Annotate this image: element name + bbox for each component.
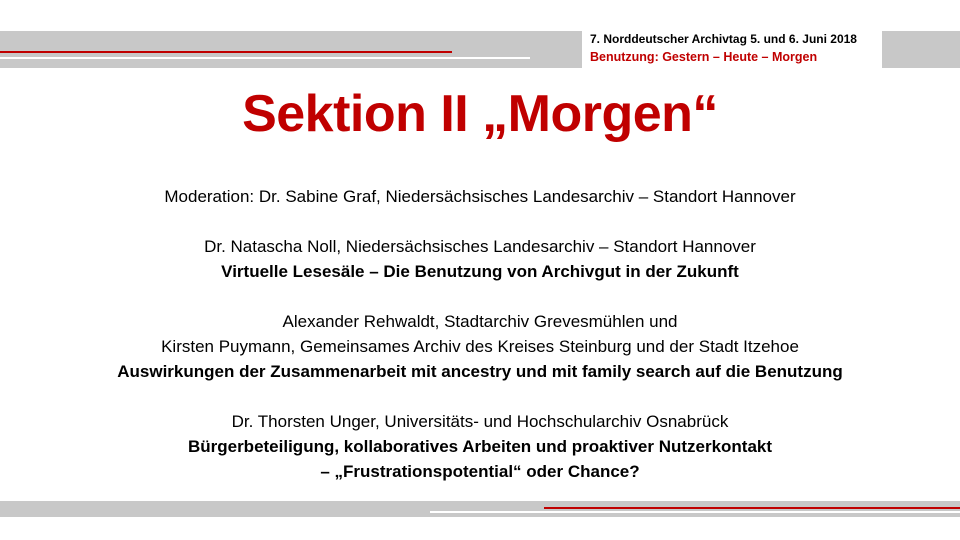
talk-3-speaker: Dr. Thorsten Unger, Universitäts- und Hochschularchiv Osnabrück (231, 412, 729, 431)
bottom-red-rule (544, 507, 960, 509)
talk-3-title-line-2: – „Frustrationspotential“ oder Chance? (320, 462, 640, 481)
talk-2-speaker-2: Kirsten Puymann, Gemeinsames Archiv des Kreises Steinburg und der Stadt Itzehoe (161, 337, 799, 356)
moderation-line: Moderation: Dr. Sabine Graf, Niedersächsisches Landesarchiv – Standort Hannover (164, 187, 796, 206)
header-event: 7. Norddeutscher Archivtag 5. und 6. Juni 2018 (590, 32, 857, 46)
header-theme: Benutzung: Gestern – Heute – Morgen (590, 50, 818, 64)
slide-content (0, 184, 960, 484)
bottom-white-rule (430, 511, 960, 513)
talk-3-title-line-1: Bürgerbeteiligung, kollaboratives Arbeiten und proaktiver Nutzerkontakt (187, 437, 773, 456)
talk-2-speaker-1: Alexander Rehwaldt, Stadtarchiv Grevesmühlen und (282, 312, 678, 331)
bottom-decorative-band (0, 501, 960, 517)
slide-title: Sektion II „Morgen“ (242, 85, 718, 143)
top-red-rule (0, 51, 452, 53)
talk-2-title: Auswirkungen der Zusammenarbeit mit ancestry und mit family search auf die Benutzung (117, 362, 843, 381)
talk-1-title: Virtuelle Lesesäle – Die Benutzung von Archivgut in der Zukunft (221, 262, 739, 281)
talk-1-speaker: Dr. Natascha Noll, Niedersächsisches Landesarchiv – Standort Hannover (204, 237, 756, 256)
top-white-rule (0, 57, 530, 59)
